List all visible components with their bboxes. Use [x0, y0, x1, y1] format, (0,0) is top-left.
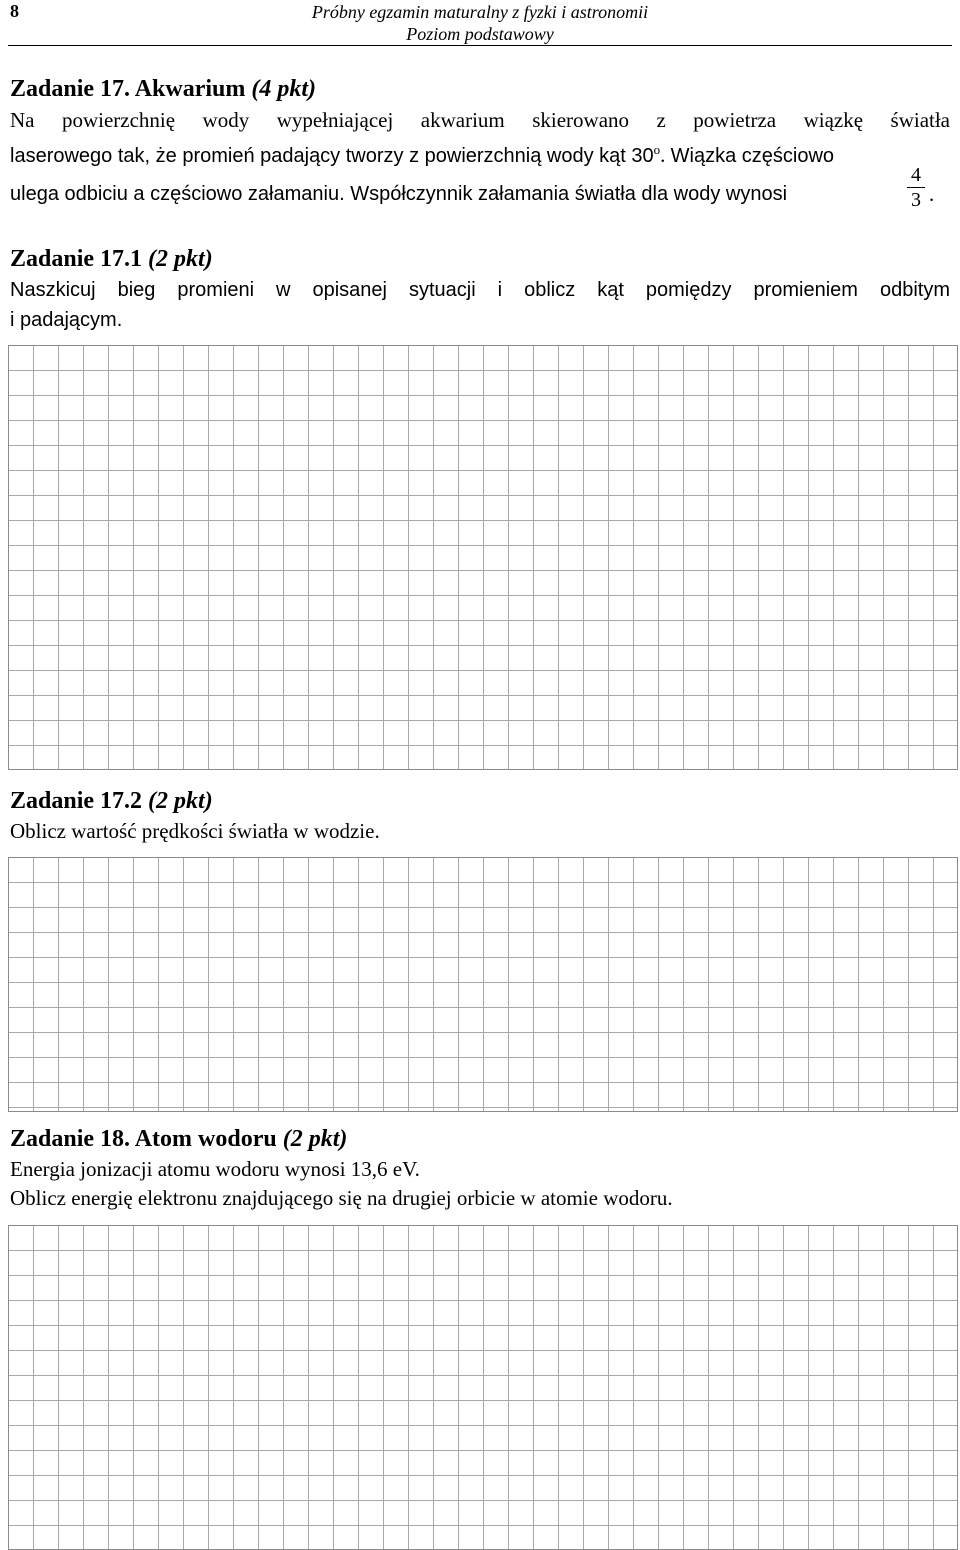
- task17-2-heading: [10, 786, 213, 816]
- refractive-index-fraction: [907, 164, 925, 211]
- task17-line1: Na powierzchnię wody wypełniającej akwarium skierowano z powietrza wiązkę światła: [10, 108, 950, 132]
- header-title: Próbny egzamin maturalny z fyzki i astronomii: [311, 2, 649, 22]
- task17-line2-b: .: [660, 143, 671, 167]
- task18-line2: Oblicz energię elektronu znajdującego się na drugiej orbicie w atomie wodoru.: [10, 1186, 673, 1210]
- task17-line2-a: laserowego tak, że promień padający tworzy z powierzchnią wody kąt 30: [10, 145, 654, 167]
- header-subtitle: Poziom podstawowy: [406, 24, 554, 44]
- task18-heading: [10, 1124, 347, 1154]
- task17-points: (4 pkt): [251, 76, 317, 102]
- task18-line1: Energia jonizacji atomu wodoru wynosi 13,6 eV.: [10, 1157, 420, 1181]
- fraction-bar: [907, 187, 925, 188]
- task17-2-line1: Oblicz wartość prędkości światła w wodzie.: [10, 819, 380, 843]
- fraction-denominator: 3: [911, 189, 921, 211]
- fraction-numerator: 4: [911, 164, 921, 186]
- task17-1-line2: i padającym.: [10, 309, 123, 331]
- task18-heading-text: Zadanie 18. Atom wodoru: [10, 1126, 283, 1152]
- task17-heading-text: Zadanie 17. Akwarium: [10, 76, 252, 102]
- task17-1-heading: [10, 244, 213, 274]
- answer-grid-17-1[interactable]: [8, 345, 958, 770]
- task17-line3: ulega odbiciu a częściowo załamaniu. Współczynnik załamania światła dla wody wynosi: [10, 183, 788, 205]
- task18-points: (2 pkt): [282, 1126, 348, 1152]
- task17-line2-c: Wiązka częściowo: [670, 145, 835, 167]
- answer-grid-17-2[interactable]: [8, 857, 958, 1112]
- task17-line2: [10, 136, 834, 170]
- task17-1-line1: Naszkicuj bieg promieni w opisanej sytuacji i oblicz kąt pomiędzy promieniem odbitym: [10, 279, 950, 301]
- task17-heading: [10, 74, 316, 104]
- task17-2-heading-text: Zadanie 17.2: [10, 788, 149, 814]
- task17-degree: o: [653, 142, 661, 157]
- page-number: 8: [10, 1, 19, 21]
- answer-grid-18[interactable]: [8, 1225, 958, 1550]
- task17-2-points: (2 pkt): [148, 788, 213, 814]
- task17-line3-end: .: [929, 182, 935, 206]
- task17-1-heading-text: Zadanie 17.1: [10, 246, 149, 272]
- task17-1-points: (2 pkt): [148, 246, 213, 272]
- header-rule: [8, 45, 952, 46]
